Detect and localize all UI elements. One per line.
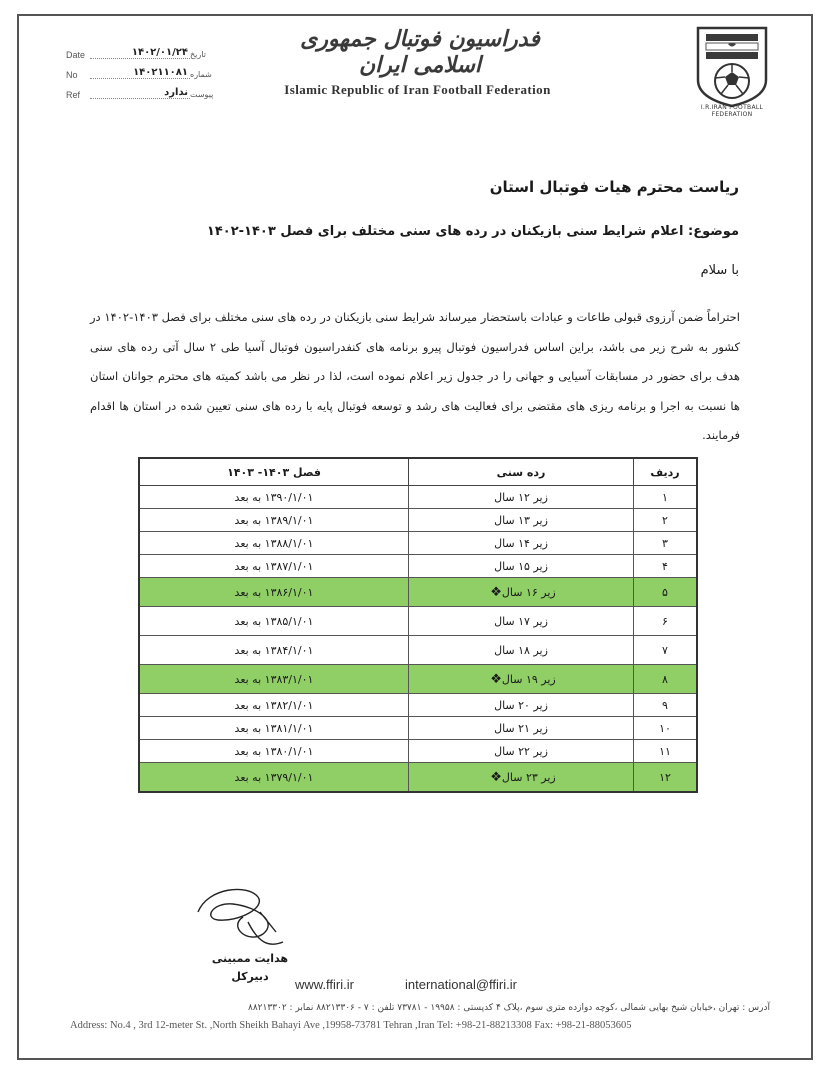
row-season-date: ۱۳۷۹/۱/۰۱ به بعد: [139, 763, 409, 793]
table-row: [139, 509, 697, 532]
header-index: ردیف: [634, 458, 698, 486]
row-season-date: ۱۳۸۱/۱/۰۱ به بعد: [139, 717, 409, 740]
age-text: زیر ۱۴ سال: [494, 536, 548, 550]
row-season-date: ۱۳۸۹/۱/۰۱ به بعد: [139, 509, 409, 532]
logo-caption: I.R.IRAN FOOTBALL FEDERATION: [700, 104, 764, 118]
header-age-category: رده سنی: [409, 458, 634, 486]
row-index: ۷: [634, 636, 698, 665]
table-row: [139, 717, 697, 740]
row-season-date: ۱۳۸۶/۱/۰۱ به بعد: [139, 578, 409, 607]
row-season-date: ۱۳۸۵/۱/۰۱ به بعد: [139, 607, 409, 636]
row-index: ۶: [634, 607, 698, 636]
federation-name-en: Islamic Republic of Iran Football Federation: [284, 82, 551, 97]
row-age-category: [409, 532, 634, 555]
row-age-category: [409, 763, 634, 793]
row-index: ۱۰: [634, 717, 698, 740]
table-header-row: [139, 458, 697, 486]
row-age-category: [409, 555, 634, 578]
signature-icon: [188, 882, 308, 952]
dotted-line: [90, 78, 190, 79]
age-text: زیر ۱۲ سال: [494, 490, 548, 504]
age-text: زیر ۱۵ سال: [494, 559, 548, 573]
address-fa: آدرس : تهران ،خیابان شیخ بهایی شمالی ،کوچه دوازده متری سوم ،پلاک ۴ کدپستی : ۱۹۹۵۸ - ۷۳۷۸۱ تلفن : ۷ - ۸۸۲۱۳۳۰۶ نمابر : ۸۸۲۱۳۳۰۲: [248, 1003, 770, 1013]
clover-marker-icon: ❖: [490, 769, 502, 785]
row-age-category: [409, 509, 634, 532]
address-en: Address: No.4 , 3rd 12-meter St. ,North Sheikh Bahayi Ave ,19958-73781 Tehran ,Iran Tel: +98-21-88213308 Fax: +98-21-88053605: [70, 1020, 632, 1031]
table-row: [139, 532, 697, 555]
header-season: فصل ۱۴۰۳- ۱۴۰۳: [139, 458, 409, 486]
email-link[interactable]: international@ffiri.ir: [405, 977, 517, 992]
row-season-date: ۱۳۸۲/۱/۰۱ به بعد: [139, 694, 409, 717]
age-text: زیر ۱۸ سال: [494, 643, 548, 657]
age-text: زیر ۲۱ سال: [494, 721, 548, 735]
age-text: زیر ۱۶ سال: [501, 585, 556, 599]
row-age-category: [409, 636, 634, 665]
row-index: ۱: [634, 486, 698, 509]
row-index: ۲: [634, 509, 698, 532]
row-season-date: ۱۳۹۰/۱/۰۱ به بعد: [139, 486, 409, 509]
age-text: زیر ۱۷ سال: [494, 614, 548, 628]
row-season-date: ۱۳۸۸/۱/۰۱ به بعد: [139, 532, 409, 555]
age-text: زیر ۲۳ سال: [501, 770, 556, 784]
row-age-category: [409, 665, 634, 694]
age-category-table: [138, 457, 698, 793]
signer-block: [205, 950, 295, 986]
row-age-category: [409, 694, 634, 717]
row-index: ۴: [634, 555, 698, 578]
row-age-category: [409, 740, 634, 763]
table-row: [139, 665, 697, 694]
ref-value: ندارد: [164, 87, 188, 98]
row-index: ۱۱: [634, 740, 698, 763]
no-value: ۱۴۰۲۱۱۰۸۱: [133, 67, 188, 78]
ref-label-fa: پیوست: [190, 90, 214, 99]
date-value: ۱۴۰۲/۰۱/۲۴: [131, 47, 188, 58]
row-index: ۹: [634, 694, 698, 717]
row-index: ۳: [634, 532, 698, 555]
row-age-category: [409, 486, 634, 509]
ref-label-en: Ref: [66, 90, 81, 100]
row-index: ۵: [634, 578, 698, 607]
clover-marker-icon: ❖: [490, 671, 502, 687]
age-text: زیر ۲۰ سال: [494, 698, 548, 712]
row-age-category: [409, 717, 634, 740]
subject-line: موضوع: اعلام شرایط سنی بازیکنان در رده های سنی مختلف برای فصل ۱۴۰۳-۱۴۰۲: [206, 224, 739, 239]
date-label-en: Date: [66, 50, 86, 60]
row-season-date: ۱۳۸۰/۱/۰۱ به بعد: [139, 740, 409, 763]
dotted-line: [90, 98, 190, 99]
signer-name: هدایت ممبینی: [211, 952, 289, 965]
row-season-date: ۱۳۸۷/۱/۰۱ به بعد: [139, 555, 409, 578]
age-text: زیر ۲۲ سال: [494, 744, 548, 758]
row-season-date: ۱۳۸۳/۱/۰۱ به بعد: [139, 665, 409, 694]
table-row: [139, 636, 697, 665]
row-age-category: [409, 607, 634, 636]
greeting: با سلام: [700, 263, 739, 278]
meta-number: [66, 67, 216, 84]
age-text: زیر ۱۳ سال: [494, 513, 548, 527]
table-row: [139, 763, 697, 793]
table-row: [139, 555, 697, 578]
row-index: ۸: [634, 665, 698, 694]
addressee: ریاست محترم هیات فوتبال استان: [489, 178, 739, 196]
row-index: ۱۲: [634, 763, 698, 793]
no-label-en: No: [66, 70, 78, 80]
meta-ref: [66, 87, 216, 104]
table-row: [139, 578, 697, 607]
date-label-fa: تاریخ: [190, 50, 206, 59]
meta-date: [66, 47, 216, 64]
clover-marker-icon: ❖: [490, 584, 502, 600]
body-paragraph: احتراماً ضمن آرزوی قبولی طاعات و عبادات باستحضار میرساند شرایط سنی بازیکنان در رده های سنی مختلف برای فصل ۱۴۰۳-۱۴۰۲ در کشور به شرح زیر می باشد، براین اساس فدراسیون فوتبال پیرو برنامه های کنفدراسیون فوتبال آسیا طی ۲ سال آتی رده های سنی هدف برای حضور در مسابقات آسیایی و جهانی را در جدول زیر اعلام نموده است، لذا در نظر می باشد کمیته های محترم جوانان استان ها نسبت به اجرا و برنامه ریزی های مقتضی برای فعالیت های رشد و توسعه فوتبال پایه با رده های سنی تعیین شده در استان ها اقدام فرمایند.: [90, 310, 740, 442]
signer-title: دبیرکل: [231, 970, 269, 983]
federation-name-fa: فدراسیون فوتبال جمهوری اسلامی ایران: [300, 26, 540, 78]
federation-logo-icon: [694, 24, 770, 108]
row-season-date: ۱۳۸۴/۱/۰۱ به بعد: [139, 636, 409, 665]
no-label-fa: شماره: [190, 70, 212, 79]
table-row: [139, 694, 697, 717]
table-row: [139, 486, 697, 509]
website-link[interactable]: www.ffiri.ir: [295, 977, 354, 992]
table-row: [139, 607, 697, 636]
table-row: [139, 740, 697, 763]
age-text: زیر ۱۹ سال: [501, 672, 556, 686]
dotted-line: [90, 58, 190, 59]
row-age-category: [409, 578, 634, 607]
